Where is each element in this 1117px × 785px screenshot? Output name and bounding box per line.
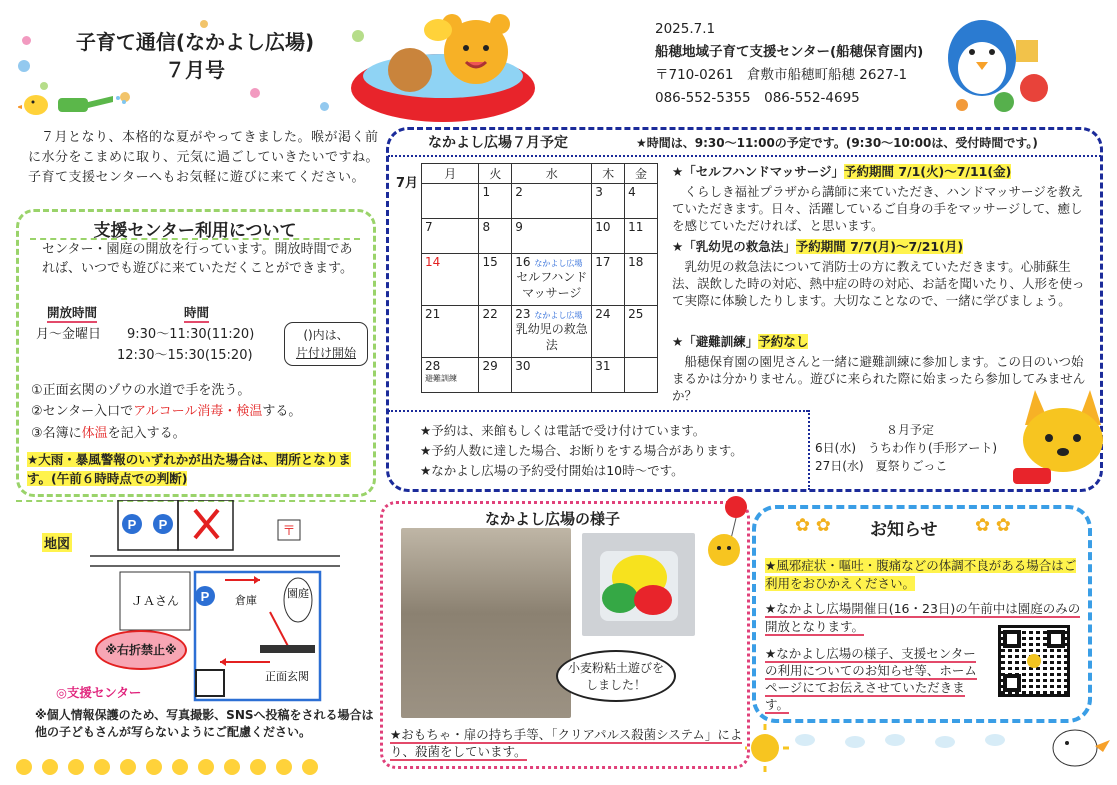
afternoon-hours: 12:30～15:30(15:20): [117, 348, 253, 363]
warehouse-label: 倉庫: [235, 595, 257, 607]
rule-wash-hands: ①正面玄関のゾウの水道で手を洗う。: [31, 383, 251, 398]
speech-bubble: [556, 650, 676, 702]
decor-dot: [22, 36, 31, 45]
july-calendar: [421, 163, 658, 393]
duck-icon: [94, 759, 110, 775]
garden-label: 園庭: [287, 588, 309, 600]
event3-title: ★「避難訓練」: [672, 334, 759, 349]
qr-logo: [1027, 654, 1041, 668]
rule2-prefix: ②センター入口で: [31, 404, 134, 419]
august-item: 27日(水) 夏祭りごっこ: [815, 459, 948, 473]
qr-finder: [1003, 674, 1021, 692]
august-title: ８月予定: [885, 423, 934, 437]
calendar-day: 21: [422, 306, 479, 358]
penguin-illustration: [942, 10, 1062, 115]
calendar-week: [422, 306, 658, 358]
address: 〒710-0261 倉敷市船穂町船穂 2627-1: [655, 67, 908, 83]
duck-icon: [146, 759, 162, 775]
duck-icon: [250, 759, 266, 775]
open-days: 月～金曜日: [36, 327, 102, 342]
august-schedule: [815, 421, 1025, 475]
notice-garden-text: ★なかよし広場開催日(16・23日)の午前中は園庭のみの開放となります。: [765, 601, 1081, 634]
schedule-time-note: ★時間は、9:30～11:00の予定です。(9:30～10:00は、受付時間です。): [636, 136, 1038, 150]
green-clay: [602, 583, 638, 613]
duck-icon: [224, 759, 240, 775]
event-tag: なかよし広場: [534, 259, 583, 268]
calendar-day: 24: [592, 306, 625, 358]
calendar-day: [625, 358, 658, 393]
calendar-day: 22: [479, 306, 512, 358]
calendar-day: [422, 184, 479, 219]
fox-illustration: [1005, 380, 1110, 495]
calendar-week: [422, 254, 658, 306]
qr-code[interactable]: [998, 625, 1070, 697]
rule-disinfect: [31, 402, 301, 421]
note-item: ★予約は、来館もしくは電話で受け付けています。: [420, 423, 706, 438]
event2-period: 予約期間 7/7(月)～7/21(月): [795, 239, 964, 254]
time-header: 時間: [184, 303, 209, 323]
calendar-day: 17: [592, 254, 625, 306]
event-first-aid-section: [672, 238, 1094, 309]
event-evacuation-drill: 避難訓練: [425, 374, 457, 383]
event-tag: なかよし広場: [534, 311, 583, 320]
map-diagram: [90, 500, 340, 705]
event1-description: くらしき福祉プラザから講師に来ていただき、ハンドマッサージを教えていただきます。日々、活躍しているご自身の手をマッサージして、癒しを感じていただければ、と思います。: [672, 184, 1084, 233]
event1-period: 予約期間 7/1(火)～7/11(金): [843, 164, 1012, 179]
duck-icon: [68, 759, 84, 775]
duck-icon: [16, 759, 32, 775]
newsletter-title: [45, 28, 345, 84]
calendar-day: 7: [422, 219, 479, 254]
calendar-day: 29: [479, 358, 512, 393]
ja-label: ＪＡさん: [130, 594, 180, 608]
calendar-day: 18: [625, 254, 658, 306]
qr-finder: [1003, 630, 1021, 648]
calendar-day-number: 28: [425, 359, 441, 373]
calendar-day: 8: [479, 219, 512, 254]
duck-icon: [120, 759, 136, 775]
calendar-day-event: [422, 358, 479, 393]
intro-paragraph: ７月となり、本格的な夏がやってきました。喉が渇く前に水分をこまめに取り、元気に過ごしていきたいですね。子育て支援センターへもお気軽に遊びに来てください。: [28, 130, 380, 185]
rule2-suffix: する。: [262, 404, 302, 419]
calendar-day: 15: [479, 254, 512, 306]
header-contact: [655, 18, 923, 110]
weekday-fri: 金: [625, 164, 658, 184]
rule3-highlight: 体温: [81, 426, 108, 441]
event-first-aid: 乳幼児の救急法: [515, 322, 588, 352]
support-center-marker: ◎支援センター: [56, 685, 142, 700]
parking-label: P: [158, 517, 168, 532]
weekday-mon: 月: [422, 164, 479, 184]
calendar-day: 4: [625, 184, 658, 219]
issue-date: 2025.7.1: [655, 21, 716, 37]
note-item: ★なかよし広場の予約受付開始は10時～です。: [420, 463, 684, 478]
no-right-turn-sign: ※右折禁止※: [95, 630, 187, 670]
event1-title: ★「セルフハンドマッサージ」: [672, 164, 844, 179]
notice-website-text: ★なかよし広場の様子、支援センターの利用についてのお知らせ等、ホームページにてお伝えさせていただきます。: [765, 646, 977, 712]
weekday-thu: 木: [592, 164, 625, 184]
duck-watering-illustration: [18, 90, 133, 120]
rule-record-temp: [31, 424, 186, 443]
activity-photo-1: [401, 528, 571, 718]
pool-bears-illustration: [348, 8, 538, 126]
photos-title: なかよし広場の様子: [485, 510, 621, 528]
event2-title: ★「乳幼児の救急法」: [672, 239, 796, 254]
map-label: 地図: [42, 533, 72, 552]
notes-vertical-divider: [808, 410, 810, 490]
calendar-week: [422, 184, 658, 219]
flower-icons: ✿ ✿: [795, 515, 831, 536]
phone-numbers: 086-552-5355 086-552-4695: [655, 90, 860, 106]
notice-illness-text: ★風邪症状・嘔吐・腹痛などの体調不良がある場合はご利用をおひかえください。: [765, 558, 1077, 591]
notice-website: [765, 645, 977, 713]
calendar-day: 11: [625, 219, 658, 254]
calendar-day: 3: [592, 184, 625, 219]
bubble-line2: しました！: [585, 678, 646, 692]
center-name: 船穂地域子育て支援センター(船穂保育園内): [655, 44, 924, 60]
flower-icons: ✿ ✿: [975, 515, 1011, 536]
duck-icon: [302, 759, 318, 775]
notice-illness: [765, 557, 1083, 593]
event-hand-massage-section: [672, 163, 1094, 234]
cleanup-note: [284, 322, 368, 366]
sun-clouds-illustration: [745, 718, 1115, 783]
schedule-divider: [388, 155, 1101, 157]
calendar-day: 2: [512, 184, 592, 219]
rule3-prefix: ③名簿に: [31, 426, 82, 441]
calendar-day-event: [512, 306, 592, 358]
calendar-day-event: [512, 254, 592, 306]
bubble-line1: 小麦粉粘土遊びを: [567, 661, 664, 675]
open-hours-header: 開放時間: [47, 303, 97, 323]
calendar-day: 10: [592, 219, 625, 254]
parking-label: P: [200, 589, 210, 604]
calendar-day-number: 23: [515, 307, 531, 321]
event3-description: 船穂保育園の園児さんと一緒に避難訓練に参加します。この日のいつ始まるかは分かりません。遊びに来られた際に始まったら参加してみませんか？: [672, 354, 1086, 403]
privacy-notice: ※個人情報保護のため、写真撮影、SNSへ投稿をされる場合は他の子どもさんが写らないようにご配慮ください。: [35, 708, 374, 739]
rule3-suffix: を記入する。: [107, 426, 186, 441]
event-hand-massage: セルフハンドマッサージ: [516, 270, 588, 300]
qr-finder: [1047, 630, 1065, 648]
duck-border: [16, 745, 371, 775]
calendar-day: 30: [512, 358, 592, 393]
notice-title: お知らせ: [870, 520, 938, 540]
decor-dot: [200, 20, 208, 28]
duck-icon: [198, 759, 214, 775]
notes-divider: [388, 410, 808, 412]
morning-hours: 9:30～11:30(11:20): [127, 327, 255, 342]
decor-dot: [250, 88, 260, 98]
reservation-notes: [420, 421, 743, 481]
duck-icon: [42, 759, 58, 775]
sterilization-text: ★おもちゃ・扉の持ち手等、「クリアパルス殺菌システム」により、殺菌をしています。: [390, 727, 743, 759]
calendar-day: 1: [479, 184, 512, 219]
month-label: 7月: [396, 176, 419, 191]
support-center-title: 支援センター利用について: [93, 221, 297, 241]
calendar-week: [422, 358, 658, 393]
storm-warning-text: ★大雨・暴風警報のいずれかが出た場合は、閉所となります。(午前６時時点での判断): [27, 452, 351, 486]
calendar-day-holiday: 14: [422, 254, 479, 306]
calendar-day: 31: [592, 358, 625, 393]
cleanup-note-line1: ()内は、: [303, 328, 349, 342]
weekday-tue: 火: [479, 164, 512, 184]
storm-warning: [27, 450, 363, 488]
title-line-1: 子育て通信(なかよし広場): [75, 30, 315, 54]
calendar-day: 9: [512, 219, 592, 254]
decor-dot: [18, 60, 30, 72]
red-clay: [634, 585, 672, 615]
calendar-week: [422, 219, 658, 254]
entrance-label: 正面玄関: [265, 671, 309, 683]
cat-balloon-illustration: [700, 495, 755, 575]
calendar-day: 25: [625, 306, 658, 358]
note-item: ★予約人数に達した場合、お断りをする場合があります。: [420, 443, 743, 458]
duck-icon: [172, 759, 188, 775]
support-description: センター・園庭の開放を行っています。開放時間であれば、いつでも遊びに来ていただくことができます。: [42, 242, 353, 276]
cleanup-note-line2: 片付け開始: [295, 346, 356, 360]
calendar-day-number: 16: [515, 255, 531, 269]
schedule-title: なかよし広場７月予定: [428, 135, 568, 151]
calendar-header-row: [422, 164, 658, 184]
duck-icon: [276, 759, 292, 775]
sterilization-caption: [390, 726, 745, 760]
decor-dot: [320, 102, 329, 111]
weekday-wed: 水: [512, 164, 592, 184]
rule2-highlight: アルコール消毒・検温: [133, 404, 263, 419]
title-line-2: ７月号: [165, 58, 225, 82]
activity-photo-2: [582, 533, 695, 636]
svg-text:〒: 〒: [282, 523, 296, 538]
parking-label: P: [127, 517, 137, 532]
event3-period: 予約なし: [758, 334, 809, 349]
event2-description: 乳幼児の救急法について消防士の方に教えていただきます。心肺蘇生法、誤飲した時の対応、熱中症の時の対応、お話を聞いたり、人形を使って実際に体験したりします。大切なことなので、一緒に学びましょう。: [672, 259, 1085, 308]
august-item: 6日(水) うちわ作り(手形アート): [815, 441, 998, 455]
